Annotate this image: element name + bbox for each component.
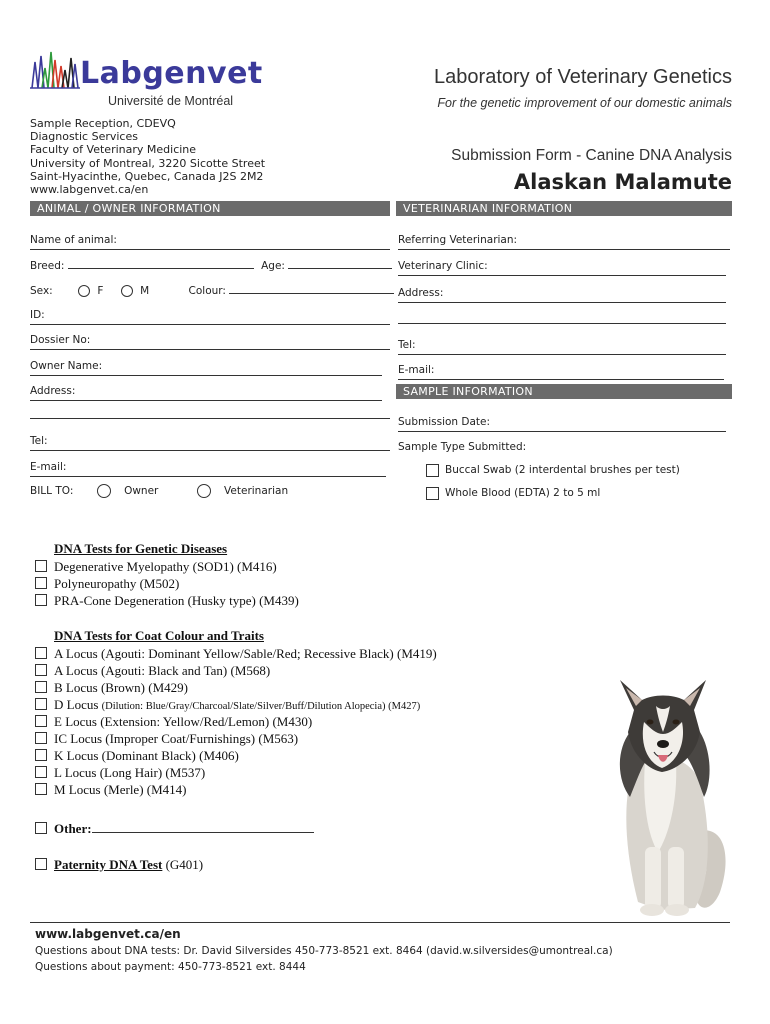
footer-dna-contact: Questions about DNA tests: Dr. David Silversides 450-773-8521 ext. 8464 (david.w.silversides@umontreal.ca) [35, 945, 613, 957]
test-label: IC Locus (Improper Coat/Furnishings) (M563) [54, 731, 299, 746]
breed-age-row [30, 257, 390, 275]
lab-title: Laboratory of Veterinary Genetics [434, 66, 732, 88]
test-checkbox[interactable] [35, 647, 47, 659]
owner-address-field[interactable] [30, 382, 382, 401]
field-label: Name of animal: [30, 234, 117, 246]
colour-input[interactable] [229, 282, 394, 294]
test-checkbox[interactable] [35, 732, 47, 744]
address-line: Saint-Hyacinthe, Quebec, Canada J2S 2M2 [30, 169, 264, 183]
test-label: Degenerative Myelopathy (SOD1) (M416) [54, 559, 277, 574]
radio-label: Veterinarian [224, 485, 289, 497]
bill-to-row [30, 482, 390, 500]
logo-university: Université de Montréal [108, 94, 234, 108]
field-label: Tel: [398, 339, 416, 351]
footer-website-link[interactable]: www.labgenvet.ca/en [35, 927, 181, 941]
address-line: Faculty of Veterinary Medicine [30, 143, 197, 157]
coat-test-list [35, 645, 437, 798]
age-input[interactable] [288, 257, 392, 269]
paternity-label: Paternity DNA Test [54, 857, 163, 872]
breed-input[interactable] [68, 257, 254, 269]
sex-f-radio[interactable] [78, 285, 90, 297]
animal-name-field[interactable] [30, 231, 390, 250]
test-label: A Locus (Agouti: Dominant Yellow/Sable/Red; Recessive Black) (M419) [54, 646, 437, 661]
test-item[interactable] [35, 558, 299, 575]
option-label: Buccal Swab (2 interdental brushes per test) [445, 464, 680, 476]
owner-tel-field[interactable] [30, 432, 390, 451]
referring-vet-field[interactable] [398, 231, 730, 250]
field-label: Address: [30, 385, 76, 397]
test-checkbox[interactable] [35, 783, 47, 795]
test-checkbox[interactable] [35, 698, 47, 710]
footer-payment-contact: Questions about payment: 450-773-8521 ext. 8444 [35, 961, 306, 973]
other-input[interactable] [92, 820, 314, 833]
test-label-detail: (Dilution: Blue/Gray/Charcoal/Slate/Silver/Buff/Dilution Alopecia) (M427) [101, 701, 421, 712]
test-label: E Locus (Extension: Yellow/Red/Lemon) (M430) [54, 714, 313, 729]
footer-divider [30, 922, 730, 923]
field-label: E-mail: [30, 461, 67, 473]
field-label: Tel: [30, 435, 48, 447]
lab-subtitle: For the genetic improvement of our domestic animals [437, 96, 732, 110]
field-label: Submission Date: [398, 416, 491, 428]
paternity-code: (G401) [165, 857, 204, 872]
test-checkbox[interactable] [35, 749, 47, 761]
radio-label: Owner [124, 485, 159, 497]
test-item[interactable] [35, 679, 437, 696]
alaskan-malamute-photo [600, 662, 735, 922]
address-line: Diagnostic Services [30, 130, 138, 144]
sample-type-label: Sample Type Submitted: [398, 441, 527, 453]
sex-m-radio[interactable] [121, 285, 133, 297]
field-label: Owner Name: [30, 360, 103, 372]
other-label: Other: [54, 821, 92, 836]
test-label: D Locus [54, 697, 99, 712]
id-field[interactable] [30, 306, 390, 325]
disease-tests-heading: DNA Tests for Genetic Diseases [54, 541, 228, 556]
breed-title: Alaskan Malamute [513, 170, 732, 194]
buccal-checkbox[interactable] [426, 464, 439, 477]
field-label: BILL TO: [30, 485, 74, 497]
other-checkbox[interactable] [35, 822, 47, 834]
address-line: www.labgenvet.ca/en [30, 183, 149, 197]
dna-peaks-icon [30, 52, 80, 88]
test-label: PRA-Cone Degeneration (Husky type) (M439) [54, 593, 299, 608]
bill-owner-radio[interactable] [97, 484, 111, 498]
vet-address-line-2[interactable] [398, 312, 726, 324]
test-checkbox[interactable] [35, 766, 47, 778]
sample-option-blood[interactable] [426, 484, 600, 502]
owner-name-field[interactable] [30, 357, 382, 376]
lab-address [30, 117, 265, 196]
test-item[interactable] [35, 575, 299, 592]
owner-section-header: ANIMAL / OWNER INFORMATION [30, 201, 390, 216]
test-item[interactable] [35, 747, 437, 764]
test-checkbox[interactable] [35, 577, 47, 589]
radio-label: F [97, 285, 104, 297]
test-item[interactable] [35, 696, 437, 713]
owner-email-field[interactable] [30, 458, 386, 477]
test-label: B Locus (Brown) (M429) [54, 680, 188, 695]
field-label: Age: [261, 260, 285, 272]
coat-tests-heading: DNA Tests for Coat Colour and Traits [54, 628, 264, 643]
test-label: K Locus (Dominant Black) (M406) [54, 748, 239, 763]
field-label: Dossier No: [30, 334, 91, 346]
test-item[interactable] [35, 645, 437, 662]
vet-email-field[interactable] [398, 361, 724, 380]
test-item[interactable] [35, 764, 437, 781]
sex-colour-row [30, 282, 390, 300]
form-title: Submission Form - Canine DNA Analysis [451, 147, 732, 164]
field-label: Breed: [30, 260, 65, 272]
submission-date-field[interactable] [398, 413, 726, 432]
radio-label: M [140, 285, 150, 297]
sample-option-buccal[interactable] [426, 461, 680, 479]
option-label: Whole Blood (EDTA) 2 to 5 ml [445, 487, 601, 499]
test-item[interactable] [35, 781, 437, 798]
paternity-test-row[interactable] [35, 856, 203, 873]
bill-vet-radio[interactable] [197, 484, 211, 498]
address-line: Sample Reception, CDEVQ [30, 117, 176, 130]
test-label: M Locus (Merle) (M414) [54, 782, 187, 797]
test-item[interactable] [35, 713, 437, 730]
owner-address-line-2[interactable] [30, 408, 390, 419]
dossier-field[interactable] [30, 331, 390, 350]
test-checkbox[interactable] [35, 681, 47, 693]
test-checkbox[interactable] [35, 664, 47, 676]
test-checkbox[interactable] [35, 715, 47, 727]
field-label: ID: [30, 309, 45, 321]
clinic-field[interactable] [398, 257, 726, 276]
blood-checkbox[interactable] [426, 487, 439, 500]
field-label: Colour: [188, 285, 226, 297]
field-label: Sex: [30, 285, 53, 297]
field-label: E-mail: [398, 364, 435, 376]
test-label: A Locus (Agouti: Black and Tan) (M568) [54, 663, 271, 678]
paternity-checkbox[interactable] [35, 858, 47, 870]
test-checkbox[interactable] [35, 560, 47, 572]
vet-address-field[interactable] [398, 284, 726, 303]
field-label: Veterinary Clinic: [398, 260, 488, 272]
test-checkbox[interactable] [35, 594, 47, 606]
sample-section-header: SAMPLE INFORMATION [396, 384, 732, 399]
test-label: Polyneuropathy (M502) [54, 576, 180, 591]
field-label: Address: [398, 287, 444, 299]
vet-tel-field[interactable] [398, 336, 726, 355]
test-item[interactable] [35, 662, 437, 679]
vet-section-header: VETERINARIAN INFORMATION [396, 201, 732, 216]
logo-wordmark: Labgenvet [80, 56, 263, 91]
test-label: L Locus (Long Hair) (M537) [54, 765, 206, 780]
test-item[interactable] [35, 730, 437, 747]
other-test-row[interactable] [35, 820, 314, 837]
field-label: Referring Veterinarian: [398, 234, 518, 246]
address-line: University of Montreal, 3220 Sicotte Street [30, 156, 266, 170]
test-item[interactable] [35, 592, 299, 609]
disease-test-list [35, 558, 299, 609]
